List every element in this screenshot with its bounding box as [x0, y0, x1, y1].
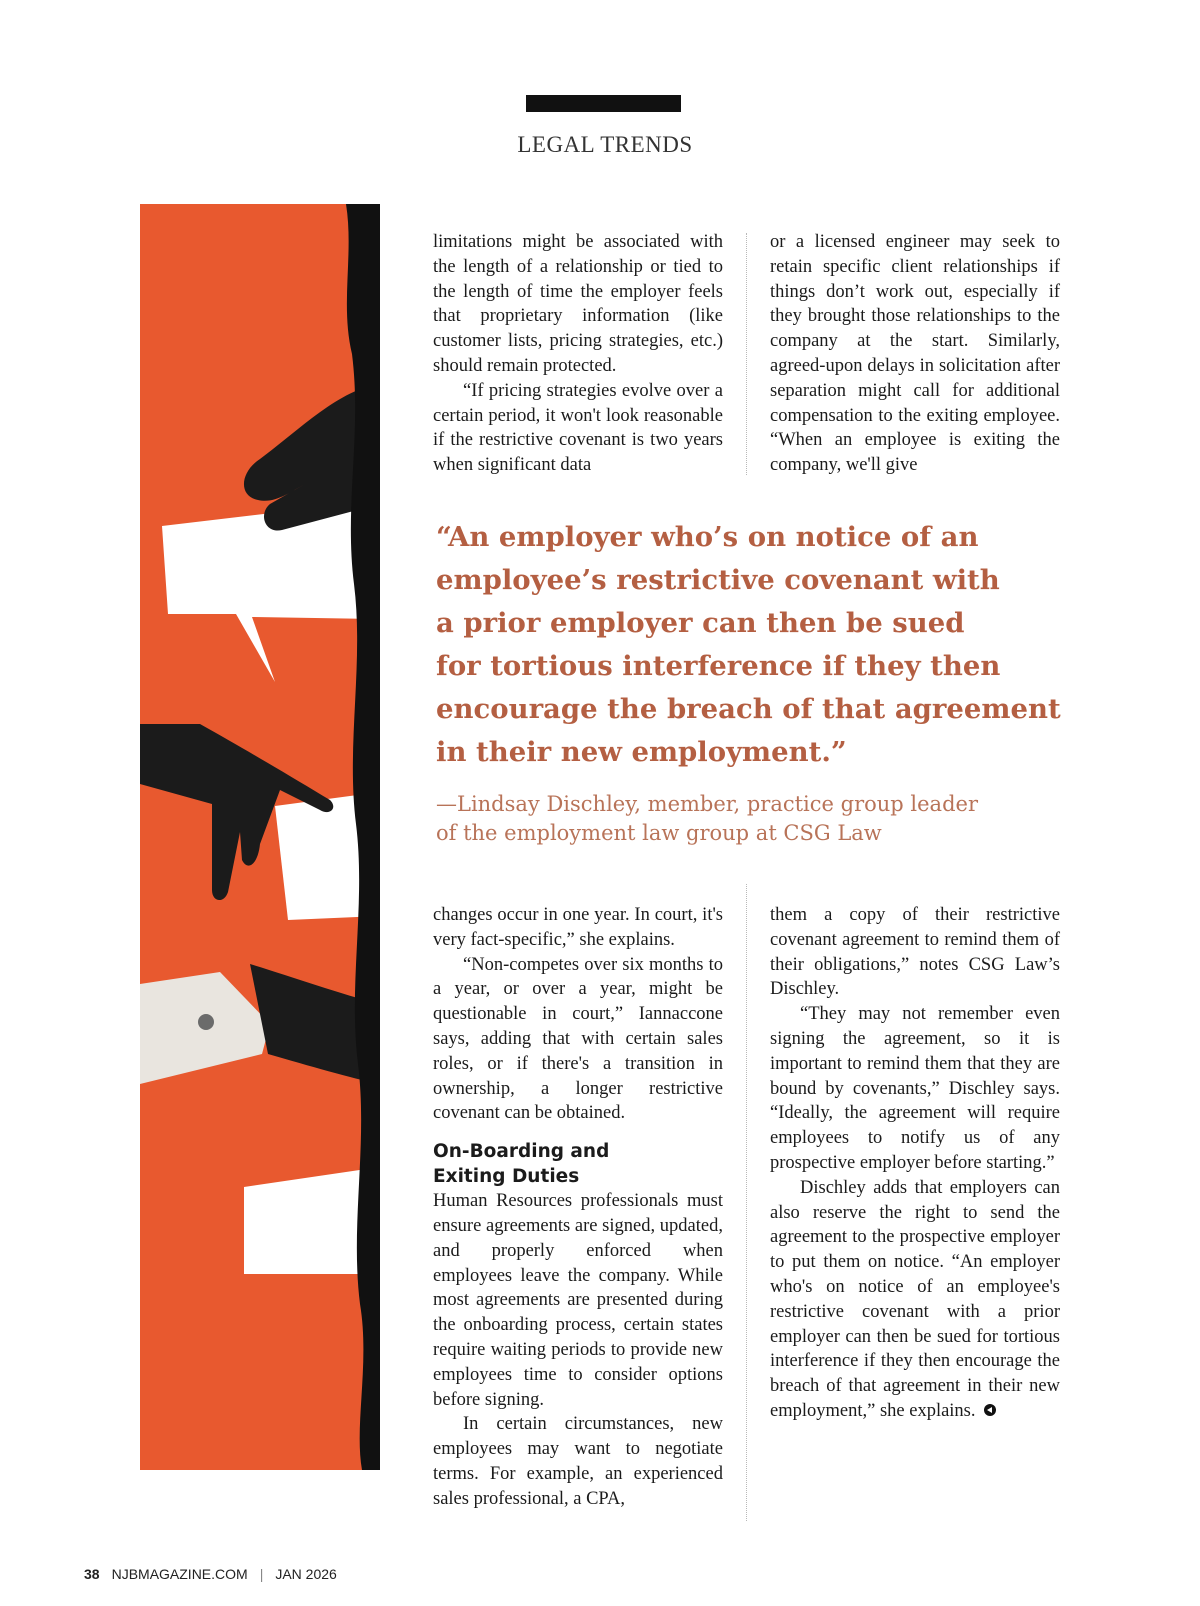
- pull-quote-attribution: [436, 790, 1086, 848]
- pull-quote-line: a prior employer can then be sued: [436, 607, 965, 639]
- page-footer: [84, 1566, 337, 1582]
- hands-illustration: [140, 204, 380, 1470]
- footer-separator: |: [259, 1566, 264, 1582]
- body-paragraph: “They may not remember even signing the agreement, so it is important to remind them that they are bound by covenants,” Dischley says. “Ideally, the agreement will require employees to notify us of any prospective employer before starting.”: [770, 1004, 1060, 1173]
- column-divider: [746, 884, 747, 1521]
- footer-date: JAN 2026: [275, 1566, 337, 1582]
- body-paragraph: limitations might be associated with the length of a relationship or tied to the length of time the employer feels that proprietary information (like customer lists, pricing strategies, etc.) should remain protected.: [433, 232, 723, 376]
- pull-quote-line: for tortious interference if they then: [436, 650, 1001, 682]
- footer-site: NJBMAGAZINE.COM: [111, 1566, 248, 1582]
- body-paragraph: “If pricing strategies evolve over a certain period, it won't look reasonable if the restrictive covenant is two years when significant data: [433, 380, 723, 476]
- end-of-article-icon: [984, 1404, 996, 1416]
- body-paragraph: Human Resources professionals must ensure agreements are signed, updated, and properly enforced when employees leave the company. While most agreements are presented during the onboarding process, certain states require waiting periods to provide new employees time to consider options before signing.: [433, 1191, 723, 1410]
- subhead-line-2: Exiting Duties: [433, 1165, 580, 1187]
- pull-quote-line: employee’s restrictive covenant with: [436, 564, 1000, 596]
- pull-quote-line: in their new employment.”: [436, 736, 847, 768]
- attribution-line: —Lindsay Dischley, member, practice group leader: [436, 792, 978, 816]
- pull-quote: [436, 516, 1086, 774]
- body-paragraph: them a copy of their restrictive covenant agreement to remind them of their obligations,” notes CSG Law’s Dischley.: [770, 905, 1060, 1000]
- pull-quote-line: encourage the breach of that agreement: [436, 693, 1061, 725]
- body-paragraph: In certain circumstances, new employees may want to negotiate terms. For example, an experienced sales professional, a CPA,: [433, 1414, 723, 1509]
- column-top-left: [433, 230, 723, 478]
- pull-quote-line: “An employer who’s on notice of an: [436, 521, 979, 553]
- body-paragraph: or a licensed engineer may seek to retain specific client relationships if things don’t work out, especially if they brought those relationships to the company at the start. Similarly, agreed-upon delays in solicitation after separation might call for additional compensation to the exiting employee. “When an employee is exiting the company, we'll give: [770, 232, 1060, 476]
- page-number: 38: [84, 1566, 100, 1582]
- section-rule: [526, 95, 681, 112]
- body-paragraph: changes occur in one year. In court, it's very fact-specific,” she explains.: [433, 905, 723, 950]
- body-paragraph: “Non-competes over six months to a year, or over a year, might be questionable in court,” Iannaccone says, adding that with certain sales roles, or if there's a transition in ownership, a longer restrictive covenant can be obtained.: [433, 954, 723, 1124]
- subhead-line-1: On-Boarding and: [433, 1141, 610, 1163]
- column-bottom-left: [433, 903, 723, 1512]
- column-divider: [746, 233, 747, 475]
- column-top-right: [770, 230, 1060, 478]
- body-paragraph: [770, 1176, 1060, 1424]
- subhead: [433, 1140, 723, 1189]
- column-bottom-right: [770, 903, 1060, 1424]
- final-paragraph-text: Dischley adds that employers can also reserve the right to send the agreement to the prospective employer to put them on notice. “An employer who's on notice of an employee's restrictive covenant with a prior employer can then be sued for tortious interference if they then encourage the breach of that agreement in their new employment,” she explains.: [770, 1177, 1060, 1421]
- section-header: LEGAL TRENDS: [517, 132, 693, 157]
- attribution-line: of the employment law group at CSG Law: [436, 821, 882, 845]
